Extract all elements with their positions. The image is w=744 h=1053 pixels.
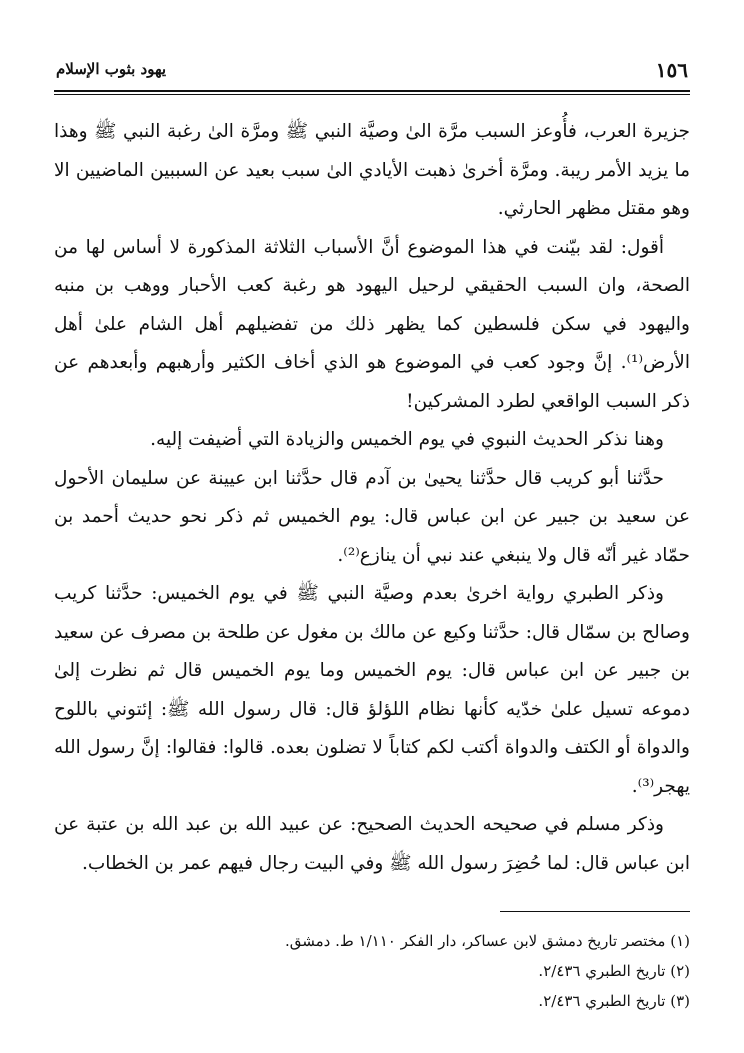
page-header: [54, 52, 690, 88]
paragraph: جزيرة العرب، فأُوعز السبب مرَّة الىٰ وصيَّة النبي ﷺ ومرَّة الىٰ رغبة النبي ﷺ وهذا ما يزيد الأمر ريبة. ومرَّة أخرىٰ ذهبت الأيادي الىٰ سبب بعيد عن السببين الماضيين الا وهو مقتل مظهر الحارثي.: [54, 121, 690, 219]
page-number: ١٥٦: [655, 58, 688, 82]
footnote-divider: [500, 911, 690, 912]
footnotes: [54, 926, 690, 1016]
paragraph: وذكر الطبري رواية اخرىٰ بعدم وصيَّة النبي ﷺ في يوم الخميس: حدَّثنا كريب وصالح بن سمّال قال: حدَّثنا وكيع عن مالك بن مغول عن طلحة بن مصرف عن سعيد بن جبير عن ابن عباس قال: يوم الخميس وما يوم الخميس قال ثم نظرت إلىٰ دموعه تسيل علىٰ خدّيه كأنها نظام اللؤلؤ قال: قال رسول الله ﷺ: إئتوني باللوح والدواة أو الكتف والدواة أكتب لكم كتاباً لا تضلون بعده. قالوا: فقالوا: إنَّ رسول الله يهجر⁽³⁾.: [54, 583, 690, 797]
paragraph: وهنا نذكر الحديث النبوي في يوم الخميس والزيادة التي أضيفت إليه.: [150, 429, 664, 450]
footnote: (٣) تاريخ الطبري ٢/٤٣٦.: [538, 992, 690, 1010]
paragraph: وذكر مسلم في صحيحه الحديث الصحيح: عن عبيد الله بن عبد الله بن عتبة عن ابن عباس قال: لما حُضِرَ رسول الله ﷺ وفي البيت رجال فيهم عمر بن الخطاب.: [54, 814, 690, 874]
header-rule-thick: [54, 90, 690, 92]
footnote: (٢) تاريخ الطبري ٢/٤٣٦.: [538, 962, 690, 980]
paragraph: أقول: لقد بيّنت في هذا الموضوع أنَّ الأسباب الثلاثة المذكورة لا أساس لها من الصحة، وان السبب الحقيقي لرحيل اليهود هو رغبة كعب الأحبار ووهب بن منبه واليهود في سكن فلسطين كما يظهر ذلك من تفضيلهم أهل الشام علىٰ أهل الأرض⁽¹⁾. إنَّ وجود كعب في الموضوع هو الذي أخاف الكثير وأرهبهم وأبعدهم عن ذكر السبب الواقعي لطرد المشركين!: [54, 236, 690, 412]
main-text: [54, 113, 690, 883]
paragraph: حدَّثنا أبو كريب قال حدَّثنا يحيىٰ بن آدم قال حدَّثنا ابن عيينة عن سليمان الأحول عن سعيد بن جبير عن ابن عباس قال: يوم الخميس ثم ذكر نحو حديث أحمد بن حمّاد غير أنّه قال ولا ينبغي عند نبي أن ينازع⁽²⁾.: [54, 467, 690, 566]
header-rule-thin: [54, 94, 690, 95]
running-title: يهود بثوب الإسلام: [56, 60, 167, 78]
footnote: (١) مختصر تاريخ دمشق لابن عساكر، دار الفكر ١/١١٠ ط. دمشق.: [284, 932, 690, 950]
